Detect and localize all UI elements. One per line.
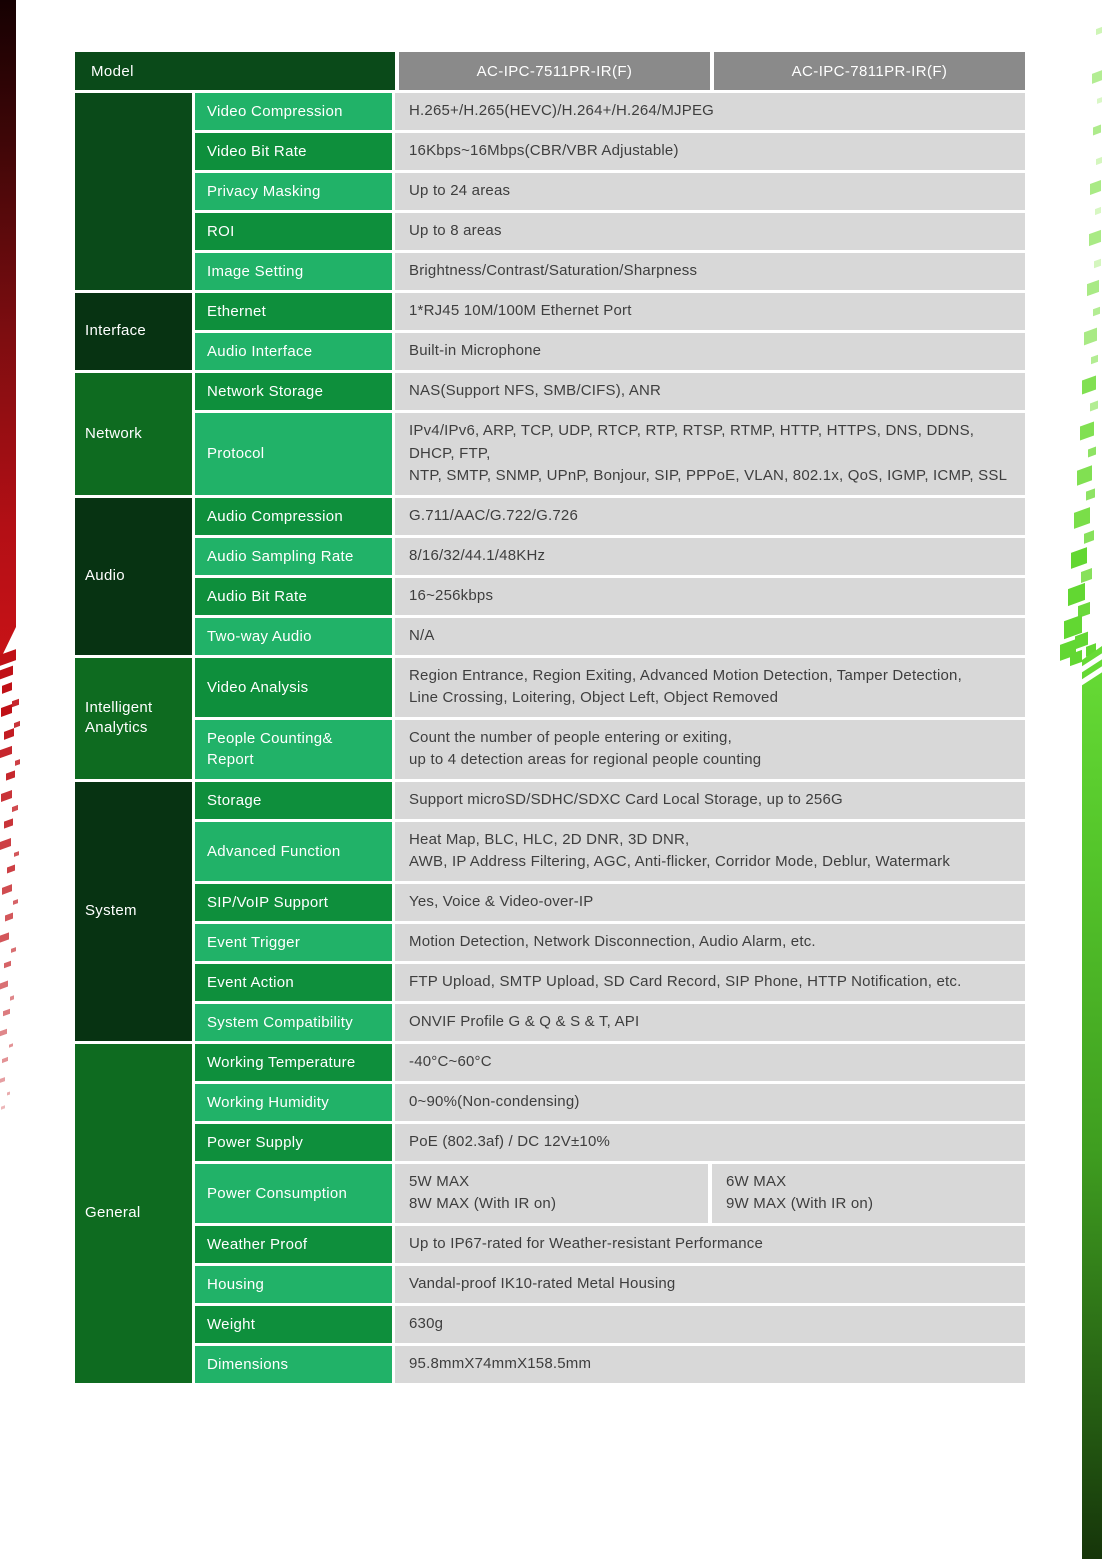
spec-label-cell: Ethernet	[195, 293, 392, 330]
green-parallelogram-icon	[1068, 583, 1085, 606]
red-parallelogram-icon	[12, 699, 19, 708]
green-parallelogram-icon	[1091, 355, 1098, 365]
spec-row	[195, 658, 1025, 717]
green-parallelogram-icon	[1084, 328, 1097, 346]
spec-label-cell: Weight	[195, 1306, 392, 1343]
red-parallelogram-icon	[0, 932, 9, 942]
green-parallelogram-icon	[1086, 643, 1096, 657]
spec-value-cell: Motion Detection, Network Disconnection, Audio Alarm, etc.	[395, 924, 1025, 961]
spec-value-cell: 95.8mmX74mmX158.5mm	[395, 1346, 1025, 1383]
spec-value-cell: Vandal-proof IK10-rated Metal Housing	[395, 1266, 1025, 1303]
spec-row	[195, 213, 1025, 250]
spec-row	[195, 1084, 1025, 1121]
spec-value-cell: IPv4/IPv6, ARP, TCP, UDP, RTCP, RTP, RTSP, RTMP, HTTP, HTTPS, DNS, DDNS, DHCP, FTP, NTP, SMTP, SNMP, UPnP, Bonjour, SIP, PPPoE, VLAN, 802.1x, QoS, IGMP, ICMP, SSL	[395, 413, 1025, 495]
red-parallelogram-icon	[0, 838, 11, 850]
red-parallelogram-icon	[4, 818, 13, 828]
spec-row	[195, 1124, 1025, 1161]
category-cell: Intelligent Analytics	[75, 658, 192, 779]
section-system	[75, 782, 1025, 1041]
green-parallelogram-icon	[1092, 70, 1102, 84]
spec-label-cell: Video Compression	[195, 93, 392, 130]
red-parallelogram-icon	[2, 1057, 8, 1063]
red-parallelogram-icon	[9, 1043, 13, 1047]
red-parallelogram-icon	[0, 981, 8, 990]
green-parallelogram-icon	[1077, 465, 1092, 485]
green-parallelogram-icon	[1089, 230, 1101, 246]
green-parallelogram-icon	[1070, 650, 1082, 666]
red-parallelogram-icon	[3, 1009, 10, 1017]
spec-label-cell: Audio Sampling Rate	[195, 538, 392, 575]
red-parallelogram-icon	[1, 704, 12, 717]
spec-row	[195, 1306, 1025, 1343]
spec-value-cell: Yes, Voice & Video-over-IP	[395, 884, 1025, 921]
spec-value-cell: Up to 24 areas	[395, 173, 1025, 210]
spec-value-cell: G.711/AAC/G.722/G.726	[395, 498, 1025, 535]
section-interface	[75, 293, 1025, 370]
spec-row	[195, 884, 1025, 921]
green-parallelogram-icon	[1096, 27, 1102, 35]
spec-row	[195, 413, 1025, 495]
category-cell	[75, 93, 192, 290]
section-general	[75, 1044, 1025, 1383]
spec-value-cell: Heat Map, BLC, HLC, 2D DNR, 3D DNR, AWB, IP Address Filtering, AGC, Anti-flicker, Corridor Mode, Deblur, Watermark	[395, 822, 1025, 881]
spec-value-cell: Brightness/Contrast/Saturation/Sharpness	[395, 253, 1025, 290]
section-video	[75, 93, 1025, 290]
red-parallelogram-icon	[2, 682, 12, 694]
green-parallelogram-icon	[1094, 259, 1101, 269]
spec-row	[195, 133, 1025, 170]
spec-row	[195, 618, 1025, 655]
section-intelligent-analytics	[75, 658, 1025, 779]
red-parallelogram-icon	[1, 790, 12, 802]
spec-label-cell: Network Storage	[195, 373, 392, 410]
green-parallelogram-icon	[1093, 125, 1101, 136]
red-parallelogram-icon	[5, 913, 13, 922]
red-parallelogram-icon	[0, 746, 12, 758]
red-parallelogram-icon	[7, 1091, 10, 1095]
spec-row	[195, 782, 1025, 819]
red-parallelogram-icon	[6, 770, 15, 780]
green-parallelogram-icon	[1090, 401, 1098, 412]
red-parallelogram-icon	[7, 865, 15, 874]
spec-row	[195, 173, 1025, 210]
red-parallelogram-icon	[2, 884, 12, 895]
spec-row	[195, 1004, 1025, 1041]
spec-value-cell: Up to 8 areas	[395, 213, 1025, 250]
green-parallelogram-icon	[1075, 632, 1088, 650]
red-parallelogram-icon	[1, 1105, 5, 1109]
spec-label-cell: Event Action	[195, 964, 392, 1001]
red-parallelogram-icon	[0, 1029, 7, 1037]
spec-label-cell: ROI	[195, 213, 392, 250]
spec-value-cell: Support microSD/SDHC/SDXC Card Local Storage, up to 256G	[395, 782, 1025, 819]
green-parallelogram-icon	[1060, 639, 1076, 661]
red-parallelogram-icon	[14, 851, 19, 857]
spec-row	[195, 822, 1025, 881]
green-parallelogram-icon	[1096, 157, 1102, 165]
spec-table	[75, 52, 1025, 1383]
spec-label-cell: Protocol	[195, 413, 392, 495]
spec-row	[195, 333, 1025, 370]
spec-row	[195, 1226, 1025, 1263]
red-accent-stripe	[0, 0, 16, 660]
spec-label-cell: Image Setting	[195, 253, 392, 290]
spec-label-cell: Advanced Function	[195, 822, 392, 881]
spec-row	[195, 93, 1025, 130]
spec-value-cell-left: 5W MAX 8W MAX (With IR on)	[395, 1164, 708, 1223]
category-cell: Interface	[75, 293, 192, 370]
spec-label-cell: Working Temperature	[195, 1044, 392, 1081]
green-parallelogram-icon	[1084, 530, 1094, 544]
model-header-row	[75, 52, 1025, 90]
spec-value-cell: Up to IP67-rated for Weather-resistant Performance	[395, 1226, 1025, 1263]
section-audio	[75, 498, 1025, 655]
spec-label-cell: Privacy Masking	[195, 173, 392, 210]
model-column-header-1: AC-IPC-7511PR-IR(F)	[399, 52, 710, 90]
spec-row	[195, 538, 1025, 575]
red-parallelogram-icon	[4, 728, 14, 740]
spec-label-cell: Event Trigger	[195, 924, 392, 961]
green-scatter-shapes	[1040, 0, 1102, 1559]
model-header-label: Model	[75, 52, 395, 90]
spec-label-cell: Audio Compression	[195, 498, 392, 535]
spec-value-cell: PoE (802.3af) / DC 12V±10%	[395, 1124, 1025, 1161]
spec-value-cell: 630g	[395, 1306, 1025, 1343]
category-cell: Network	[75, 373, 192, 495]
section-network	[75, 373, 1025, 495]
green-parallelogram-icon	[1074, 507, 1090, 529]
spec-label-cell: Power Supply	[195, 1124, 392, 1161]
spec-label-cell: Audio Interface	[195, 333, 392, 370]
category-cell: General	[75, 1044, 192, 1383]
spec-label-cell: Two-way Audio	[195, 618, 392, 655]
spec-label-cell: Video Bit Rate	[195, 133, 392, 170]
spec-row	[195, 253, 1025, 290]
green-parallelogram-icon	[1087, 280, 1099, 296]
spec-label-cell: Storage	[195, 782, 392, 819]
red-parallelogram-icon	[11, 947, 16, 953]
spec-row	[195, 293, 1025, 330]
spec-row	[195, 1346, 1025, 1383]
green-parallelogram-icon	[1064, 615, 1082, 640]
spec-label-cell: Working Humidity	[195, 1084, 392, 1121]
green-parallelogram-icon	[1071, 547, 1087, 569]
spec-value-cell: H.265+/H.265(HEVC)/H.264+/H.264/MJPEG	[395, 93, 1025, 130]
spec-label-cell: Video Analysis	[195, 658, 392, 717]
green-accent-stripe	[1082, 646, 1102, 1559]
red-parallelogram-icon	[4, 961, 11, 969]
spec-value-cell: 16Kbps~16Mbps(CBR/VBR Adjustable)	[395, 133, 1025, 170]
green-parallelogram-icon	[1081, 568, 1092, 583]
spec-value-cell: -40°C~60°C	[395, 1044, 1025, 1081]
spec-value-cell: FTP Upload, SMTP Upload, SD Card Record, SIP Phone, HTTP Notification, etc.	[395, 964, 1025, 1001]
green-parallelogram-icon	[1093, 307, 1100, 317]
spec-value-cell: N/A	[395, 618, 1025, 655]
category-cell: Audio	[75, 498, 192, 655]
spec-value-cell: 1*RJ45 10M/100M Ethernet Port	[395, 293, 1025, 330]
green-parallelogram-icon	[1080, 421, 1094, 440]
spec-row	[195, 498, 1025, 535]
spec-label-cell: Audio Bit Rate	[195, 578, 392, 615]
red-parallelogram-icon	[0, 666, 13, 680]
spec-label-cell: Power Consumption	[195, 1164, 392, 1223]
spec-value-cell: Built-in Microphone	[395, 333, 1025, 370]
spec-value-cell: ONVIF Profile G & Q & S & T, API	[395, 1004, 1025, 1041]
spec-label-cell: People Counting& Report	[195, 720, 392, 779]
red-parallelogram-icon	[0, 649, 16, 666]
red-scatter-shapes	[0, 0, 60, 1559]
green-parallelogram-icon	[1097, 97, 1102, 104]
spec-label-cell: Dimensions	[195, 1346, 392, 1383]
spec-row	[195, 578, 1025, 615]
model-column-header-2: AC-IPC-7811PR-IR(F)	[714, 52, 1025, 90]
spec-label-cell: Weather Proof	[195, 1226, 392, 1263]
green-parallelogram-icon	[1088, 447, 1096, 458]
spec-value-cell: 8/16/32/44.1/48KHz	[395, 538, 1025, 575]
spec-label-cell: System Compatibility	[195, 1004, 392, 1041]
spec-value-cell: Count the number of people entering or exiting, up to 4 detection areas for regional people counting	[395, 720, 1025, 779]
spec-row	[195, 1164, 1025, 1223]
red-parallelogram-icon	[15, 759, 20, 766]
red-parallelogram-icon	[12, 805, 18, 812]
spec-row	[195, 720, 1025, 779]
spec-value-cell-right: 6W MAX 9W MAX (With IR on)	[712, 1164, 1025, 1223]
spec-value-cell: 16~256kbps	[395, 578, 1025, 615]
green-parallelogram-icon	[1090, 180, 1101, 195]
spec-sections	[75, 93, 1025, 1383]
spec-row	[195, 964, 1025, 1001]
spec-label-cell: Housing	[195, 1266, 392, 1303]
green-parallelogram-icon	[1082, 375, 1096, 394]
category-cell: System	[75, 782, 192, 1041]
spec-value-cell: 0~90%(Non-condensing)	[395, 1084, 1025, 1121]
spec-row	[195, 924, 1025, 961]
green-parallelogram-icon	[1078, 602, 1090, 618]
spec-row	[195, 1044, 1025, 1081]
spec-row	[195, 373, 1025, 410]
spec-value-cell: NAS(Support NFS, SMB/CIFS), ANR	[395, 373, 1025, 410]
spec-value-cell: Region Entrance, Region Exiting, Advanced Motion Detection, Tamper Detection, Line Crossing, Loitering, Object Left, Object Removed	[395, 658, 1025, 717]
green-parallelogram-icon	[1095, 207, 1101, 215]
red-parallelogram-icon	[10, 995, 14, 1000]
spec-row	[195, 1266, 1025, 1303]
green-parallelogram-icon	[1086, 488, 1095, 500]
spec-label-cell: SIP/VoIP Support	[195, 884, 392, 921]
red-parallelogram-icon	[13, 899, 18, 905]
red-parallelogram-icon	[0, 1077, 5, 1083]
red-parallelogram-icon	[14, 721, 20, 728]
